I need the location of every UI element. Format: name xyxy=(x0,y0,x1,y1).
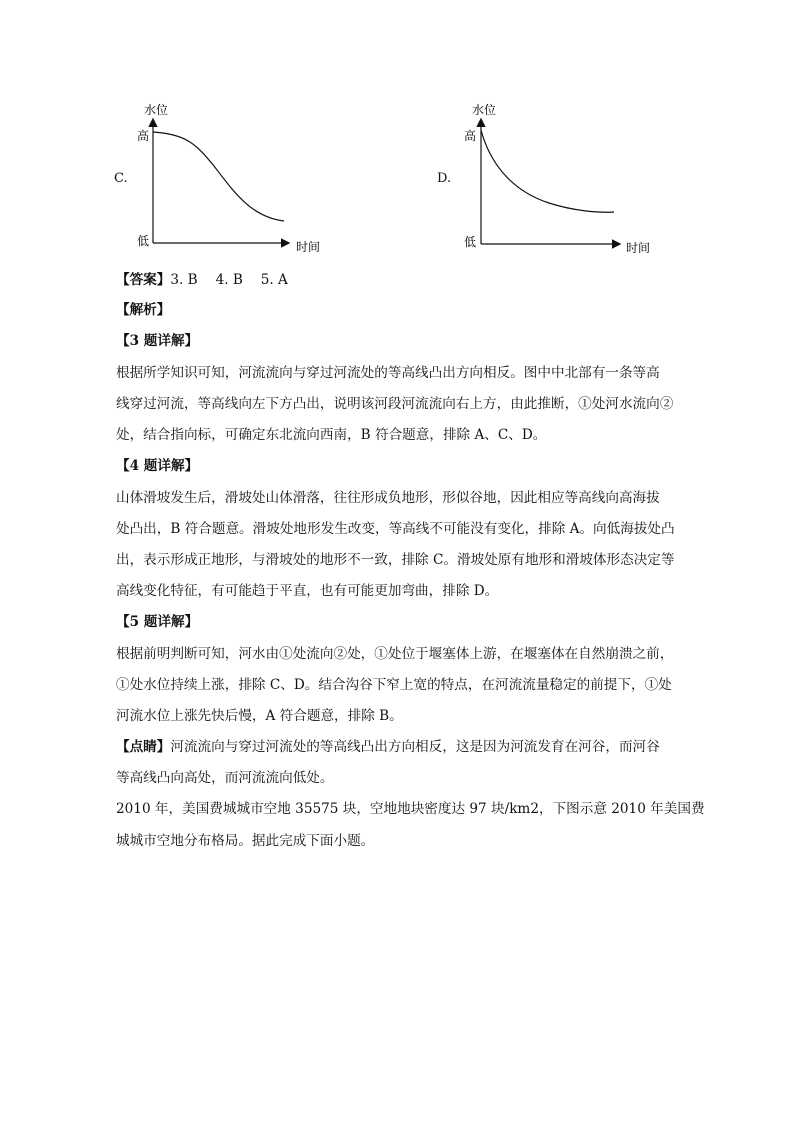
analysis-heading: 【解析】 xyxy=(116,302,171,318)
answer-label: 【答案】 xyxy=(116,272,171,288)
q4-line-2: 处凸出，B 符合题意。滑坡处地形发生改变，等高线不可能没有变化，排除 A。向低海拔处凸 xyxy=(116,521,675,537)
answer-text: 3. B 4. B 5. A xyxy=(170,272,288,288)
y-high-label: 高 xyxy=(137,129,150,143)
tip-label: 【点睛】 xyxy=(116,739,171,755)
answer-line xyxy=(116,270,288,290)
chart-option-c xyxy=(126,100,336,258)
chart-option-d xyxy=(454,100,664,258)
chart-c-svg xyxy=(126,100,336,258)
q4-line-4: 高线变化特征，有可能趋于平直，也有可能更加弯曲，排除 D。 xyxy=(116,583,499,599)
option-d-label: D. xyxy=(437,171,452,186)
q3-line-3: 处，结合指向标，可确定东北流向西南，B 符合题意，排除 A、C、D。 xyxy=(116,427,547,443)
chart-d-svg xyxy=(454,100,664,258)
y-low-label: 低 xyxy=(137,234,150,248)
q4-line-1: 山体滑坡发生后，滑坡处山体滑落，往往形成负地形，形似谷地，因此相应等高线向高海拔 xyxy=(116,490,660,506)
q5-heading: 【5 题详解】 xyxy=(116,614,199,630)
intro-line-2: 城城市空地分布格局。据此完成下面小题。 xyxy=(116,833,375,849)
y-low-label: 低 xyxy=(464,235,477,249)
intro-line-1: 2010 年，美国费城城市空地 35575 块，空地地块密度达 97 块/km2，下图示意 2010 年美国费 xyxy=(116,801,705,817)
water-level-curve xyxy=(481,130,614,212)
q4-heading: 【4 题详解】 xyxy=(116,458,199,474)
water-level-curve xyxy=(153,132,284,221)
q3-line-1: 根据所学知识可知，河流流向与穿过河流处的等高线凸出方向相反。图中中北部有一条等高 xyxy=(116,365,660,381)
q5-line-1: 根据前明判断可知，河水由①处流向②处，①处位于堰塞体上游，在堰塞体在自然崩溃之前， xyxy=(116,646,674,662)
q4-line-3: 出，表示形成正地形，与滑坡处的地形不一致，排除 C。滑坡处原有地形和滑坡体形态决定等 xyxy=(116,552,675,568)
x-axis-label: 时间 xyxy=(296,240,321,254)
y-high-label: 高 xyxy=(464,129,477,143)
q5-line-3: 河流水位上涨先快后慢，A 符合题意，排除 B。 xyxy=(116,708,403,724)
x-axis-label: 时间 xyxy=(626,241,651,255)
q3-heading: 【3 题详解】 xyxy=(116,333,199,349)
y-axis-label: 水位 xyxy=(472,103,497,117)
q5-line-2: ①处水位持续上涨，排除 C、D。结合沟谷下窄上宽的特点，在河流流量稳定的前提下，①处 xyxy=(116,677,672,693)
option-c-label: C. xyxy=(114,171,128,186)
tip-line-2: 等高线凸向高处，而河流流向低处。 xyxy=(116,770,334,786)
q3-line-2: 线穿过河流，等高线向左下方凸出，说明该河段河流流向右上方，由此推断，①处河水流向② xyxy=(116,396,674,412)
y-axis-label: 水位 xyxy=(144,103,169,117)
tip-text-1: 河流流向与穿过河流处的等高线凸出方向相反，这是因为河流发育在河谷，而河谷 xyxy=(170,739,660,755)
tip-line-1 xyxy=(116,737,660,757)
